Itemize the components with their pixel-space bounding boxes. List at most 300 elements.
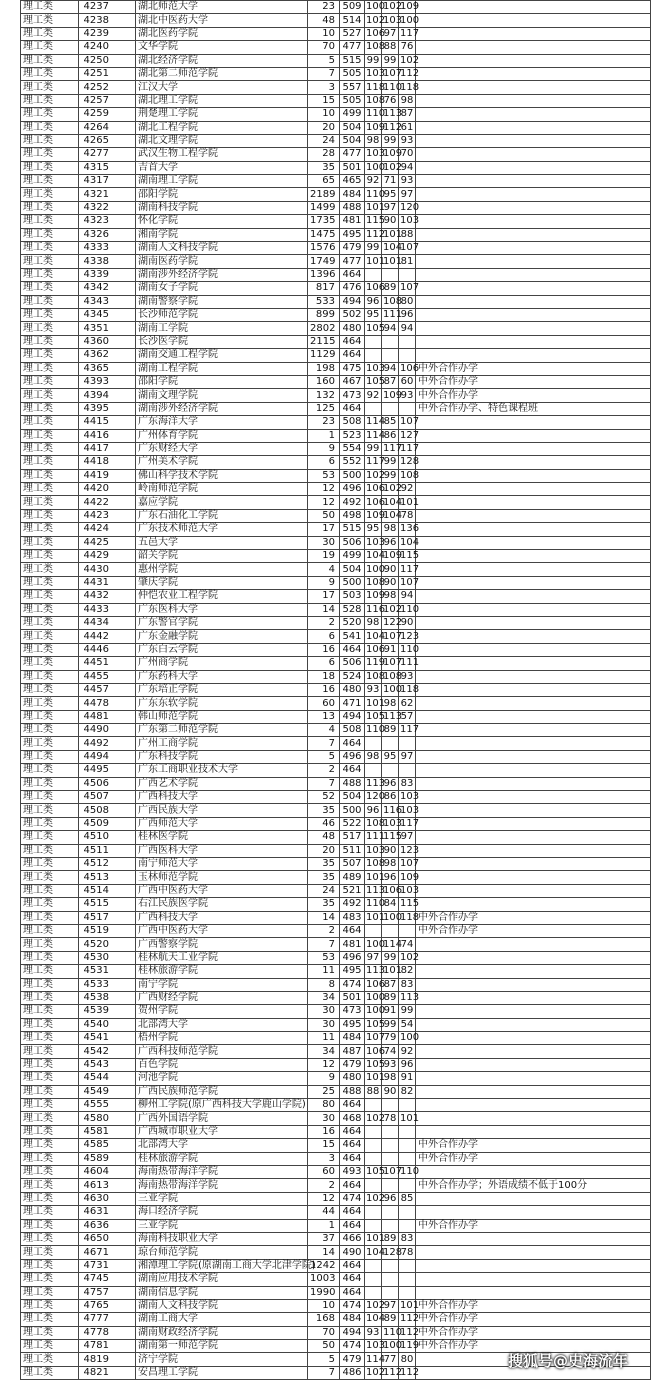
english-score-cell: [399, 1139, 416, 1152]
math-score-cell: 114: [383, 938, 403, 950]
plan-count-cell: 37: [308, 1232, 340, 1245]
category-cell: 理工类: [21, 965, 79, 978]
note-cell: [416, 1058, 651, 1071]
table-row: [21, 884, 651, 897]
math-score-cell: 102: [383, 1, 403, 13]
english-score-cell: 112: [400, 68, 420, 80]
english-score-cell: 91: [399, 1072, 416, 1085]
math-score-cell: 90: [382, 844, 399, 857]
math-score-cell: 90: [382, 563, 399, 576]
english-score-cell: 78: [399, 509, 416, 522]
note-cell: [416, 697, 651, 710]
chinese-score-cell: 108: [366, 670, 386, 682]
math-score-cell: 101: [383, 228, 403, 240]
math-score-cell: 99: [382, 469, 399, 482]
min-score-cell: 475: [340, 362, 365, 375]
english-score-cell: 93: [399, 670, 416, 683]
min-score-cell: 481: [340, 215, 365, 228]
school-name-cell: 广西外国语学院: [136, 1112, 308, 1125]
plan-count-cell: 34: [308, 991, 340, 1004]
chinese-score-cell: [365, 349, 382, 362]
note-cell: 中外合作办学: [416, 1313, 651, 1326]
category-cell: 理工类: [21, 81, 79, 94]
math-score-cell: [382, 764, 399, 777]
note-cell: [416, 335, 651, 348]
min-score-cell: 484: [340, 188, 365, 201]
category-cell: 理工类: [21, 791, 79, 804]
plan-count-cell: 10: [308, 108, 340, 121]
english-score-cell: 98: [399, 94, 416, 107]
plan-count-cell: 48: [308, 831, 340, 844]
category-cell: 理工类: [21, 1353, 79, 1366]
math-score-cell: 94: [382, 322, 399, 335]
english-score-cell: 101: [400, 496, 420, 508]
school-name-cell: 湖南理工学院: [136, 175, 308, 188]
code-cell: 4321: [79, 188, 136, 201]
school-name-cell: 柳州工学院(原广西科技大学鹿山学院): [136, 1099, 308, 1112]
min-score-cell: 464: [340, 1179, 365, 1192]
english-score-cell: 128: [400, 456, 420, 468]
plan-count-cell: 23: [308, 416, 340, 429]
english-score-cell: 80: [399, 295, 416, 308]
category-cell: 理工类: [21, 550, 79, 563]
chinese-score-cell: 96: [365, 295, 382, 308]
min-score-cell: 464: [340, 1099, 365, 1112]
plan-count-cell: 50: [308, 509, 340, 522]
chinese-score-cell: 99: [365, 442, 382, 455]
table-row: [21, 322, 651, 335]
code-cell: 4431: [79, 576, 136, 589]
table-row: [21, 576, 651, 589]
min-score-cell: 488: [340, 777, 365, 790]
chinese-score-cell: 118: [366, 81, 386, 93]
plan-count-cell: 12: [308, 1192, 340, 1205]
chinese-score-cell: [365, 764, 382, 777]
plan-count-cell: 6: [308, 456, 340, 469]
english-score-cell: [399, 1152, 416, 1165]
plan-count-cell: 5: [308, 1353, 340, 1366]
code-cell: 4323: [79, 215, 136, 228]
category-cell: 理工类: [21, 871, 79, 884]
chinese-score-cell: 105: [366, 1018, 386, 1030]
chinese-score-cell: 98: [365, 134, 382, 147]
code-cell: 4338: [79, 255, 136, 268]
min-score-cell: 480: [340, 322, 365, 335]
school-name-cell: 湖南医药学院: [136, 255, 308, 268]
school-name-cell: 广西师范大学: [136, 817, 308, 830]
note-cell: [416, 27, 651, 40]
note-cell: 中外合作办学: [416, 362, 651, 375]
chinese-score-cell: 108: [366, 41, 386, 53]
note-cell: [416, 657, 651, 670]
code-cell: 4495: [79, 764, 136, 777]
chinese-score-cell: 92: [365, 389, 382, 402]
table-row: [21, 1299, 651, 1312]
min-score-cell: 464: [340, 764, 365, 777]
school-name-cell: 南宁师范大学: [136, 858, 308, 871]
category-cell: 理工类: [21, 483, 79, 496]
min-score-cell: 506: [340, 536, 365, 549]
plan-count-cell: 1499: [308, 201, 340, 214]
english-score-cell: 97: [399, 750, 416, 763]
code-cell: 4345: [79, 308, 136, 321]
table-row: [21, 1192, 651, 1205]
min-score-cell: 509: [340, 1, 365, 14]
school-name-cell: 广州美术学院: [136, 456, 308, 469]
plan-count-cell: 13: [308, 710, 340, 723]
code-cell: 4343: [79, 295, 136, 308]
chinese-score-cell: 95: [365, 523, 382, 536]
note-cell: [416, 268, 651, 281]
english-score-cell: 82: [399, 965, 416, 978]
school-name-cell: 桂林航天工业学院: [136, 951, 308, 964]
code-cell: 4264: [79, 121, 136, 134]
math-score-cell: 91: [382, 1005, 399, 1018]
english-score-cell: 103: [400, 215, 420, 227]
code-cell: 4322: [79, 201, 136, 214]
school-name-cell: 湖南涉外经济学院: [136, 402, 308, 415]
english-score-cell: 107: [400, 282, 420, 294]
chinese-score-cell: 103: [366, 536, 386, 548]
note-cell: [416, 295, 651, 308]
code-cell: 4418: [79, 456, 136, 469]
min-score-cell: 480: [340, 683, 365, 696]
category-cell: 理工类: [21, 683, 79, 696]
chinese-score-cell: [365, 335, 382, 348]
category-cell: 理工类: [21, 268, 79, 281]
category-cell: 理工类: [21, 121, 79, 134]
note-cell: [416, 14, 651, 27]
table-row: [21, 54, 651, 67]
min-score-cell: 477: [340, 148, 365, 161]
code-cell: 4492: [79, 737, 136, 750]
chinese-score-cell: 107: [366, 1032, 386, 1044]
category-cell: 理工类: [21, 1, 79, 14]
category-cell: 理工类: [21, 1326, 79, 1339]
code-cell: 4365: [79, 362, 136, 375]
min-score-cell: 521: [340, 884, 365, 897]
math-score-cell: 89: [382, 1313, 399, 1326]
min-score-cell: 508: [340, 416, 365, 429]
note-cell: [416, 134, 651, 147]
note-cell: [416, 791, 651, 804]
school-name-cell: 广东白云学院: [136, 643, 308, 656]
category-cell: 理工类: [21, 1246, 79, 1259]
code-cell: 4745: [79, 1273, 136, 1286]
note-cell: 中外合作办学: [416, 1152, 651, 1165]
plan-count-cell: 2115: [308, 335, 340, 348]
school-name-cell: 广西中医药大学: [136, 924, 308, 937]
school-name-cell: 湖北工程学院: [136, 121, 308, 134]
chinese-score-cell: 99: [365, 242, 382, 255]
min-score-cell: 495: [340, 1018, 365, 1031]
school-name-cell: 广西警察学院: [136, 938, 308, 951]
min-score-cell: 502: [340, 308, 365, 321]
chinese-score-cell: 104: [366, 1313, 386, 1325]
note-cell: [416, 483, 651, 496]
english-score-cell: 101: [400, 1112, 420, 1124]
chinese-score-cell: 113: [366, 777, 386, 789]
english-score-cell: 78: [399, 1246, 416, 1259]
admission-score-table: [20, 0, 651, 1380]
math-score-cell: 99: [382, 1018, 399, 1031]
chinese-score-cell: 108: [366, 858, 386, 870]
chinese-score-cell: 105: [366, 1166, 386, 1178]
plan-count-cell: 3: [308, 81, 340, 94]
note-cell: [416, 1, 651, 14]
chinese-score-cell: 103: [366, 68, 386, 80]
category-cell: 理工类: [21, 335, 79, 348]
category-cell: 理工类: [21, 737, 79, 750]
school-name-cell: 南宁学院: [136, 978, 308, 991]
category-cell: 理工类: [21, 1273, 79, 1286]
note-cell: [416, 884, 651, 897]
plan-count-cell: 14: [308, 911, 340, 924]
chinese-score-cell: 103: [366, 844, 386, 856]
table-row: [21, 1, 651, 14]
min-score-cell: 500: [340, 804, 365, 817]
math-score-cell: 106: [383, 884, 403, 896]
plan-count-cell: 7: [308, 67, 340, 80]
note-cell: [416, 1112, 651, 1125]
min-score-cell: 515: [340, 523, 365, 536]
english-score-cell: 102: [400, 951, 420, 963]
plan-count-cell: 30: [308, 536, 340, 549]
school-name-cell: 三亚学院: [136, 1219, 308, 1232]
category-cell: 理工类: [21, 670, 79, 683]
min-score-cell: 522: [340, 817, 365, 830]
note-cell: [416, 750, 651, 763]
chinese-score-cell: 106: [366, 643, 386, 655]
plan-count-cell: 70: [308, 1326, 340, 1339]
note-cell: [416, 175, 651, 188]
category-cell: 理工类: [21, 1045, 79, 1058]
code-cell: 4481: [79, 710, 136, 723]
table-row: [21, 643, 651, 656]
math-score-cell: 104: [383, 510, 403, 522]
school-name-cell: 桂林医学院: [136, 831, 308, 844]
category-cell: 理工类: [21, 322, 79, 335]
chinese-score-cell: 104: [366, 630, 386, 642]
plan-count-cell: 23: [308, 1, 340, 14]
min-score-cell: 520: [340, 616, 365, 629]
chinese-score-cell: [365, 924, 382, 937]
chinese-score-cell: [365, 1206, 382, 1219]
category-cell: 理工类: [21, 27, 79, 40]
school-name-cell: 文华学院: [136, 41, 308, 54]
min-score-cell: 489: [340, 871, 365, 884]
note-cell: 中外合作办学: [416, 1326, 651, 1339]
math-score-cell: 91: [382, 643, 399, 656]
code-cell: 4342: [79, 282, 136, 295]
math-score-cell: 99: [382, 951, 399, 964]
plan-count-cell: 1129: [308, 349, 340, 362]
table-row: [21, 402, 651, 415]
plan-count-cell: 16: [308, 1125, 340, 1138]
code-cell: 4490: [79, 724, 136, 737]
plan-count-cell: 125: [308, 402, 340, 415]
chinese-score-cell: [365, 402, 382, 415]
table-row: [21, 1099, 651, 1112]
school-name-cell: 湖南人文科技学院: [136, 1299, 308, 1312]
chinese-score-cell: 100: [366, 563, 386, 575]
math-score-cell: 102: [383, 483, 403, 495]
school-name-cell: 广西财经学院: [136, 991, 308, 1004]
plan-count-cell: 11: [308, 1032, 340, 1045]
min-score-cell: 483: [340, 911, 365, 924]
code-cell: 4315: [79, 161, 136, 174]
min-score-cell: 464: [340, 268, 365, 281]
code-cell: 4531: [79, 965, 136, 978]
plan-count-cell: 4: [308, 724, 340, 737]
english-score-cell: 136: [400, 523, 420, 535]
category-cell: 理工类: [21, 844, 79, 857]
min-score-cell: 476: [340, 282, 365, 295]
english-score-cell: 127: [400, 429, 420, 441]
table-row: [21, 817, 651, 830]
english-score-cell: 110: [400, 603, 420, 615]
category-cell: 理工类: [21, 41, 79, 54]
chinese-score-cell: 105: [366, 1059, 386, 1071]
plan-count-cell: 18: [308, 670, 340, 683]
math-score-cell: 97: [382, 201, 399, 214]
english-score-cell: 83: [399, 777, 416, 790]
note-cell: [416, 1273, 651, 1286]
min-score-cell: 501: [340, 161, 365, 174]
note-cell: [416, 429, 651, 442]
min-score-cell: 488: [340, 1085, 365, 1098]
math-score-cell: 99: [382, 456, 399, 469]
code-cell: 4513: [79, 871, 136, 884]
category-cell: 理工类: [21, 1313, 79, 1326]
chinese-score-cell: [365, 1219, 382, 1232]
math-score-cell: 74: [382, 1045, 399, 1058]
min-score-cell: 524: [340, 670, 365, 683]
chinese-score-cell: 103: [366, 148, 386, 160]
english-score-cell: 107: [400, 858, 420, 870]
school-name-cell: 邵阳学院: [136, 375, 308, 388]
plan-count-cell: 12: [308, 496, 340, 509]
chinese-score-cell: 109: [366, 510, 386, 522]
school-name-cell: 湘南学院: [136, 228, 308, 241]
code-cell: 4539: [79, 1005, 136, 1018]
english-score-cell: 112: [400, 1313, 420, 1325]
chinese-score-cell: 102: [366, 469, 386, 481]
min-score-cell: 504: [340, 563, 365, 576]
code-cell: 4731: [79, 1259, 136, 1272]
table-row: [21, 483, 651, 496]
table-row: [21, 509, 651, 522]
table-row: [21, 228, 651, 241]
math-score-cell: 98: [382, 858, 399, 871]
chinese-score-cell: 108: [366, 576, 386, 588]
plan-count-cell: 4: [308, 563, 340, 576]
math-score-cell: [382, 335, 399, 348]
category-cell: 理工类: [21, 911, 79, 924]
code-cell: 4238: [79, 14, 136, 27]
category-cell: 理工类: [21, 697, 79, 710]
table-row: [21, 282, 651, 295]
note-cell: [416, 215, 651, 228]
math-score-cell: 102: [383, 161, 403, 173]
min-score-cell: 554: [340, 442, 365, 455]
english-score-cell: 106: [400, 362, 420, 374]
code-cell: 4508: [79, 804, 136, 817]
table-row: [21, 683, 651, 696]
note-cell: [416, 576, 651, 589]
note-cell: [416, 1246, 651, 1259]
math-score-cell: 96: [382, 871, 399, 884]
plan-count-cell: 6: [308, 630, 340, 643]
note-cell: [416, 831, 651, 844]
plan-count-cell: 1475: [308, 228, 340, 241]
table-row: [21, 1326, 651, 1339]
math-score-cell: 128: [383, 1246, 403, 1258]
math-score-cell: [382, 1286, 399, 1299]
math-score-cell: [382, 1273, 399, 1286]
english-score-cell: 113: [400, 992, 420, 1004]
table-row: [21, 991, 651, 1004]
chinese-score-cell: 109: [366, 121, 386, 133]
school-name-cell: 惠州学院: [136, 563, 308, 576]
note-cell: [416, 1125, 651, 1138]
plan-count-cell: 53: [308, 951, 340, 964]
code-cell: 4543: [79, 1058, 136, 1071]
plan-count-cell: 15: [308, 1139, 340, 1152]
category-cell: 理工类: [21, 616, 79, 629]
category-cell: 理工类: [21, 94, 79, 107]
chinese-score-cell: 110: [366, 898, 386, 910]
math-score-cell: [382, 1219, 399, 1232]
english-score-cell: [399, 1273, 416, 1286]
math-score-cell: [382, 1206, 399, 1219]
category-cell: 理工类: [21, 951, 79, 964]
table-row: [21, 67, 651, 80]
category-cell: 理工类: [21, 1192, 79, 1205]
chinese-score-cell: 116: [366, 603, 386, 615]
table-row: [21, 41, 651, 54]
category-cell: 理工类: [21, 563, 79, 576]
school-name-cell: 北部湾大学: [136, 1018, 308, 1031]
english-score-cell: 54: [399, 1018, 416, 1031]
chinese-score-cell: 119: [366, 657, 386, 669]
plan-count-cell: 899: [308, 308, 340, 321]
math-score-cell: 111: [383, 309, 403, 321]
school-name-cell: 肇庆学院: [136, 576, 308, 589]
chinese-score-cell: 102: [366, 14, 386, 26]
english-score-cell: [399, 349, 416, 362]
chinese-score-cell: 93: [365, 683, 382, 696]
chinese-score-cell: 104: [366, 550, 386, 562]
min-score-cell: 464: [340, 402, 365, 415]
code-cell: 4434: [79, 616, 136, 629]
plan-count-cell: 48: [308, 14, 340, 27]
english-score-cell: 60: [399, 375, 416, 388]
table-row: [21, 469, 651, 482]
chinese-score-cell: [365, 1259, 382, 1272]
math-score-cell: 104: [383, 496, 403, 508]
table-row: [21, 1152, 651, 1165]
table-row: [21, 603, 651, 616]
math-score-cell: 102: [383, 603, 403, 615]
table-row: [21, 134, 651, 147]
code-cell: 4395: [79, 402, 136, 415]
min-score-cell: 496: [340, 483, 365, 496]
math-score-cell: 117: [383, 443, 403, 455]
english-score-cell: [399, 1125, 416, 1138]
category-cell: 理工类: [21, 991, 79, 1004]
table-row: [21, 1125, 651, 1138]
